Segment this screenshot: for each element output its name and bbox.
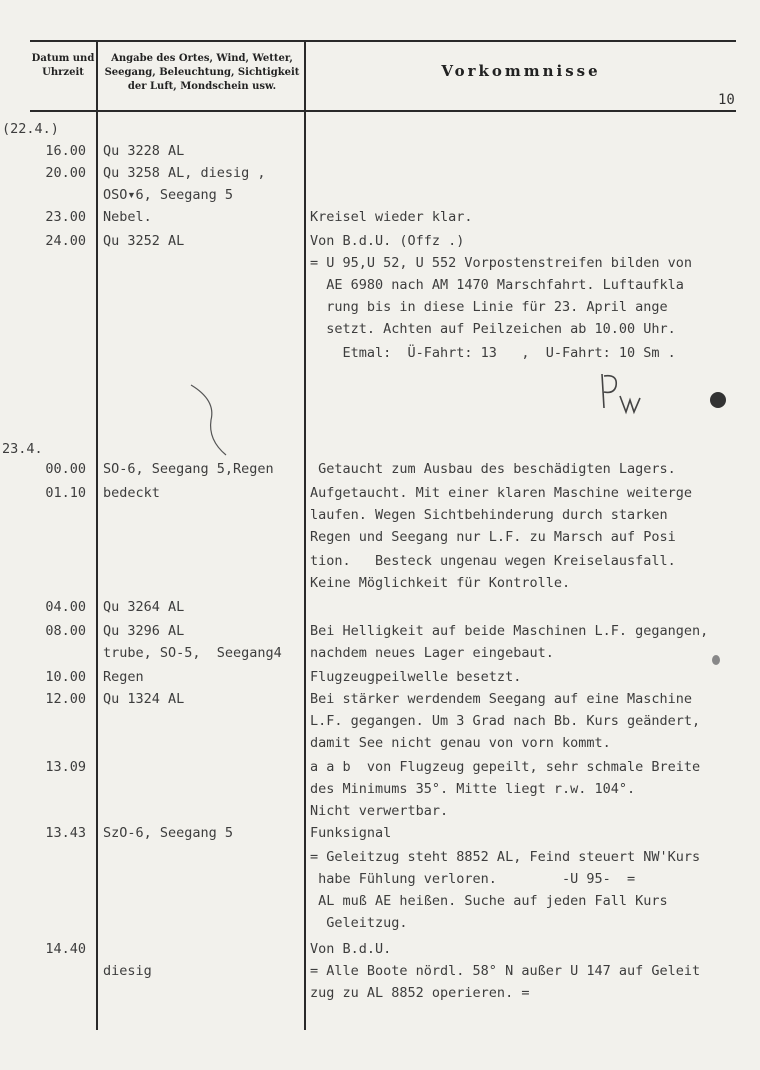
- entry-event: zug zu AL 8852 operieren. =: [310, 985, 530, 1001]
- entry-event: Regen und Seegang nur L.F. zu Marsch auf Posi: [310, 529, 676, 545]
- entry-location-weather: diesig: [103, 963, 152, 979]
- ink-smudge: [712, 655, 720, 665]
- entry-time: 23.00: [45, 209, 86, 225]
- entry-time: 20.00: [45, 165, 86, 181]
- entry-event: habe Fühlung verloren. -U 95- =: [310, 871, 636, 887]
- entry-time: 12.00: [45, 691, 86, 707]
- entry-event: laufen. Wegen Sichtbehinderung durch starken: [310, 507, 668, 523]
- entry-event: AL muß AE heißen. Suche auf jeden Fall Kurs: [310, 893, 668, 909]
- entry-event: Nicht verwertbar.: [310, 803, 449, 819]
- handwritten-signature: [594, 368, 644, 424]
- entry-time: 08.00: [45, 623, 86, 639]
- entry-event: Geleitzug.: [310, 915, 408, 931]
- entry-event: Bei stärker werdendem Seegang auf eine Maschine: [310, 691, 693, 707]
- entry-event: Funksignal: [310, 825, 392, 841]
- header-location-weather: Angabe des Ortes, Wind, Wetter, Seegang, Beleuchtung, Sichtigkeit der Luft, Mondschein usw.: [104, 53, 300, 92]
- entry-time: 23.4.: [2, 441, 43, 457]
- entry-location-weather: Nebel.: [103, 209, 152, 225]
- page-number: 10: [718, 92, 735, 108]
- entry-time: 13.43: [45, 825, 86, 841]
- header-events: Vorkommnisse: [441, 62, 601, 80]
- entry-location-weather: OSO▾6, Seegang 5: [103, 187, 234, 203]
- header-top-rule: [30, 40, 736, 42]
- entry-time: 14.40: [45, 941, 86, 957]
- entry-location-weather: Qu 3296 AL: [103, 623, 185, 639]
- entry-location-weather: SO-6, Seegang 5,Regen: [103, 461, 274, 477]
- entry-event: des Minimums 35°. Mitte liegt r.w. 104°.: [310, 781, 636, 797]
- entry-event: damit See nicht genau von vorn kommt.: [310, 735, 611, 751]
- ink-blot: [710, 392, 726, 408]
- entry-location-weather: Regen: [103, 669, 144, 685]
- entry-time: (22.4.): [2, 121, 59, 137]
- entry-event: rung bis in diese Linie für 23. April ange: [310, 299, 668, 315]
- entry-event: Aufgetaucht. Mit einer klaren Maschine weiterge: [310, 485, 693, 501]
- header-date-time: Datum und Uhrzeit: [31, 53, 95, 78]
- entry-event: a a b von Flugzeug gepeilt, sehr schmale Breite: [310, 759, 701, 775]
- entry-location-weather: Qu 3252 AL: [103, 233, 185, 249]
- entry-event: Getaucht zum Ausbau des beschädigten Lagers.: [310, 461, 676, 477]
- entry-location-weather: Qu 3258 AL, diesig ,: [103, 165, 266, 181]
- entry-event: Etmal: Ü-Fahrt: 13 , U-Fahrt: 10 Sm .: [310, 345, 676, 361]
- entry-time: 10.00: [45, 669, 86, 685]
- entry-time: 13.09: [45, 759, 86, 775]
- entry-event: setzt. Achten auf Peilzeichen ab 10.00 Uhr.: [310, 321, 676, 337]
- entry-event: = Alle Boote nördl. 58° N außer U 147 auf Geleit: [310, 963, 701, 979]
- pen-stroke-mark: [186, 380, 246, 460]
- entry-location-weather: bedeckt: [103, 485, 160, 501]
- entry-event: Von B.d.U.: [310, 941, 392, 957]
- entry-event: Flugzeugpeilwelle besetzt.: [310, 669, 522, 685]
- entry-location-weather: Qu 1324 AL: [103, 691, 185, 707]
- entry-time: 01.10: [45, 485, 86, 501]
- entry-time: 16.00: [45, 143, 86, 159]
- entry-location-weather: Qu 3264 AL: [103, 599, 185, 615]
- entry-location-weather: Qu 3228 AL: [103, 143, 185, 159]
- entry-event: Keine Möglichkeit für Kontrolle.: [310, 575, 571, 591]
- entry-event: tion. Besteck ungenau wegen Kreiselausfall.: [310, 553, 676, 569]
- entry-event: = Geleitzug steht 8852 AL, Feind steuert NW'Kurs: [310, 849, 701, 865]
- entry-time: 00.00: [45, 461, 86, 477]
- entry-event: Bei Helligkeit auf beide Maschinen L.F. gegangen,: [310, 623, 709, 639]
- column-divider-1: [96, 40, 98, 1030]
- entry-location-weather: SzO-6, Seegang 5: [103, 825, 234, 841]
- entry-time: 24.00: [45, 233, 86, 249]
- entry-location-weather: trube, SO-5, Seegang4: [103, 645, 282, 661]
- column-divider-2: [304, 40, 306, 1030]
- header-bottom-rule: [30, 110, 736, 112]
- entry-event: AE 6980 nach AM 1470 Marschfahrt. Luftaufkla: [310, 277, 684, 293]
- entry-time: 04.00: [45, 599, 86, 615]
- entry-event: L.F. gegangen. Um 3 Grad nach Bb. Kurs geändert,: [310, 713, 701, 729]
- signature-mark: [594, 368, 644, 418]
- entry-event: = U 95,U 52, U 552 Vorpostenstreifen bilden von: [310, 255, 693, 271]
- entry-event: nachdem neues Lager eingebaut.: [310, 645, 554, 661]
- entry-event: Von B.d.U. (Offz .): [310, 233, 465, 249]
- entry-event: Kreisel wieder klar.: [310, 209, 473, 225]
